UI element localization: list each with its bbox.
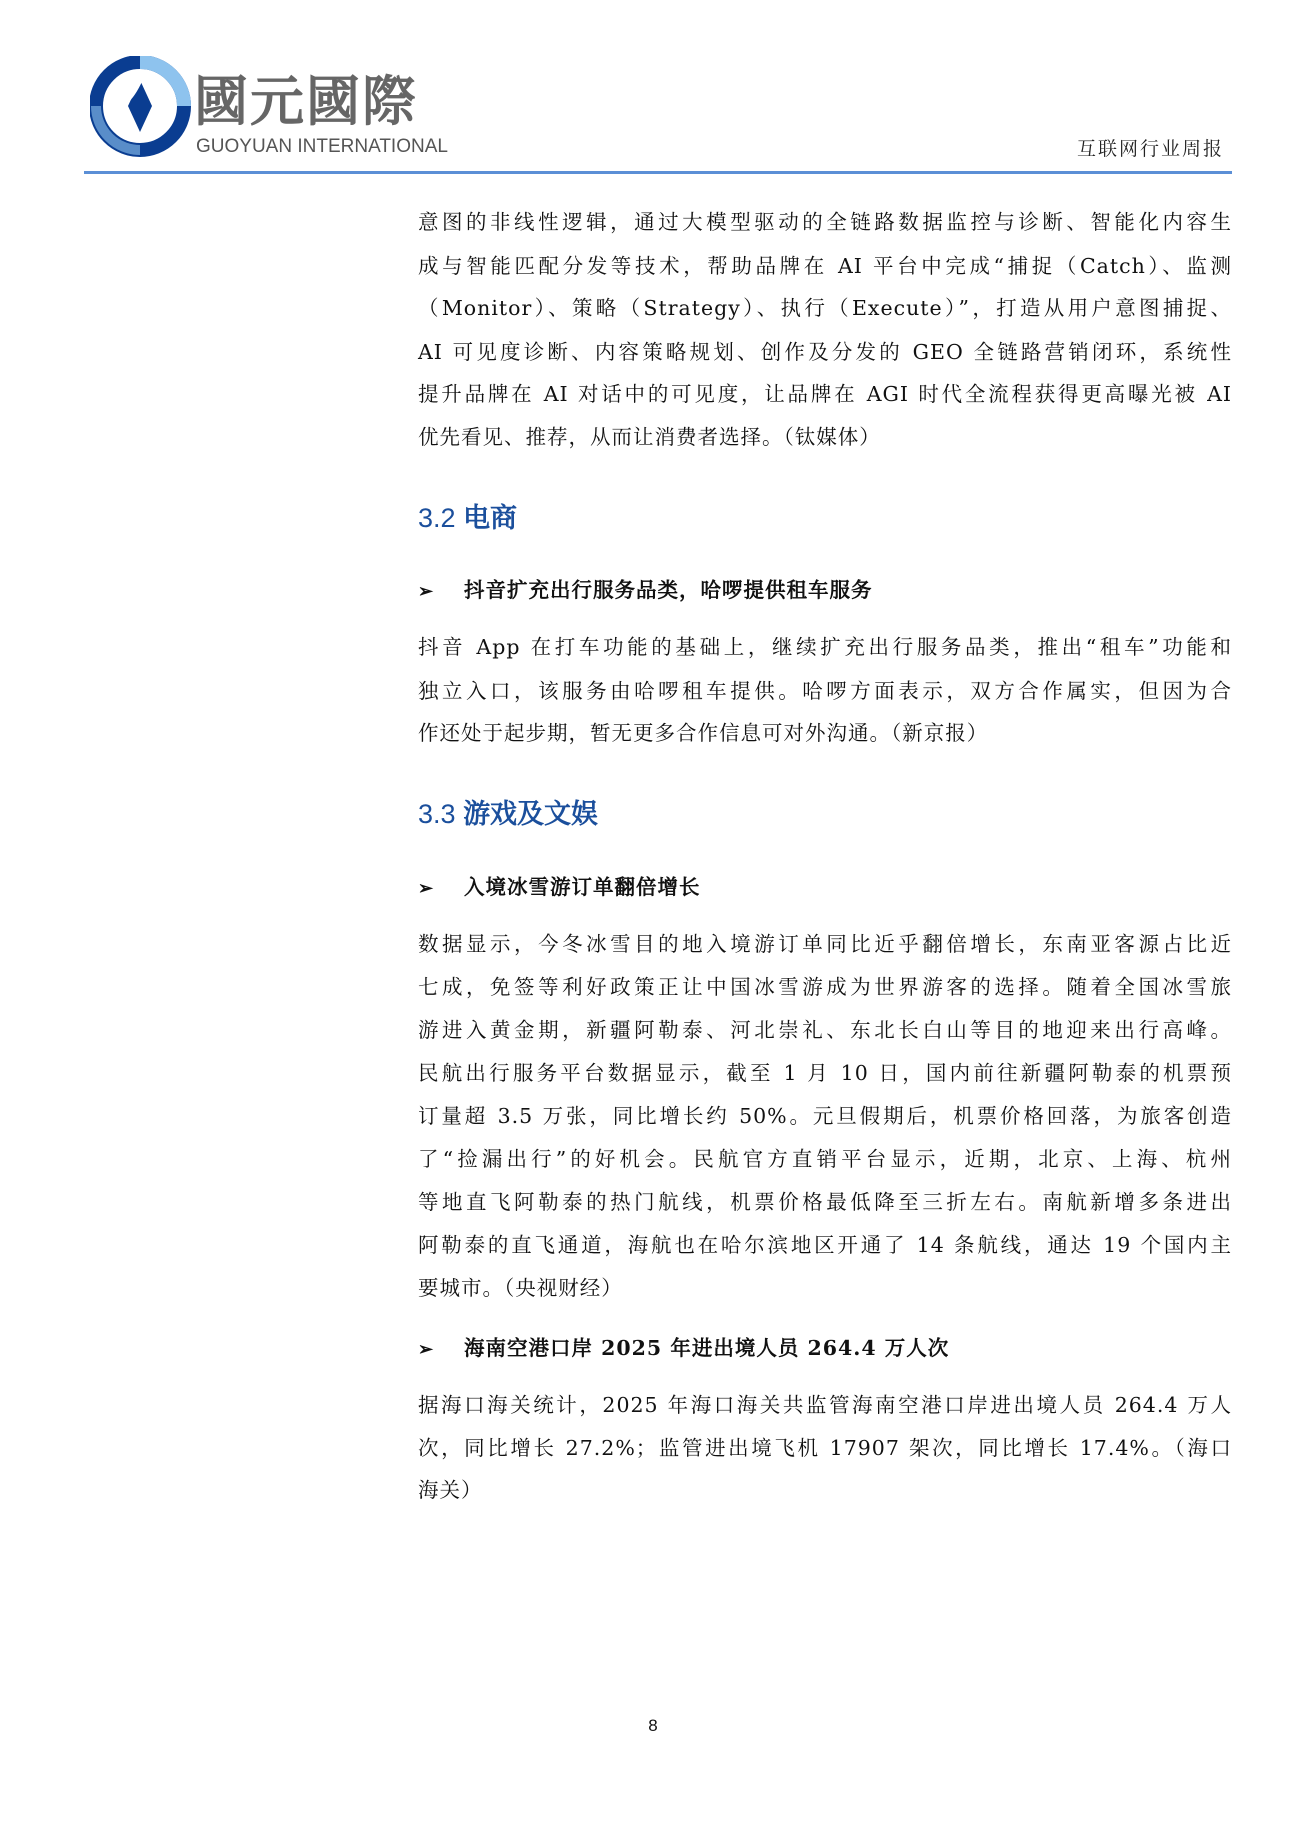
bullet-heading — [418, 870, 701, 900]
svg-text:GUOYUAN INTERNATIONAL: GUOYUAN INTERNATIONAL — [196, 136, 448, 157]
paragraph-line: 海关） — [418, 1478, 483, 1502]
section-number: 3.2 — [418, 503, 456, 533]
bullet-heading-text: 海南空港口岸 2025 年进出境人员 264.4 万人次 — [464, 1336, 950, 1360]
arrow-bullet-icon: ➢ — [418, 878, 435, 899]
paragraph-line: AI 可见度诊断、内容策略规划、创作及分发的 GEO 全链路营销闭环，系统性 — [418, 340, 1232, 364]
section-title: 电商 — [463, 503, 518, 533]
bullet-heading-text: 入境冰雪游订单翻倍增长 — [464, 875, 701, 899]
section-heading — [418, 792, 598, 831]
paragraph-line: 订量超 3.5 万张，同比增长约 50%。元旦假期后，机票价格回落，为旅客创造 — [418, 1104, 1232, 1128]
paragraph-line: 阿勒泰的直飞通道，海航也在哈尔滨地区开通了 14 条航线，通达 19 个国内主 — [418, 1233, 1232, 1257]
paragraph-line: 成与智能匹配分发等技术，帮助品牌在 AI 平台中完成“捕捉（Catch）、监测 — [418, 254, 1232, 278]
paragraph-line: 游进入黄金期，新疆阿勒泰、河北崇礼、东北长白山等目的地迎来出行高峰。 — [418, 1018, 1232, 1042]
paragraph-line: 作还处于起步期，暂无更多合作信息可对外沟通。（新京报） — [418, 721, 989, 745]
paragraph-line: 等地直飞阿勒泰的热门航线，机票价格最低降至三折左右。南航新增多条进出 — [418, 1190, 1232, 1214]
paragraph-line: 数据显示，今冬冰雪目的地入境游订单同比近乎翻倍增长，东南亚客源占比近 — [418, 932, 1232, 956]
company-logo — [90, 56, 460, 160]
paragraph-line: 七成，免签等利好政策正让中国冰雪游成为世界游客的选择。随着全国冰雪旅 — [418, 975, 1232, 999]
paragraph-line: 独立入口，该服务由哈啰租车提供。哈啰方面表示，双方合作属实，但因为合 — [418, 679, 1232, 703]
section-heading — [418, 496, 517, 535]
paragraph-line: （Monitor）、策略（Strategy）、执行（Execute）”，打造从用户意图捕捉、 — [418, 296, 1232, 320]
arrow-bullet-icon: ➢ — [418, 581, 435, 602]
paragraph-line: 次，同比增长 27.2%；监管进出境飞机 17907 架次，同比增长 17.4%。（海口 — [418, 1436, 1232, 1460]
svg-text:國元國際: 國元國際 — [194, 70, 418, 133]
paragraph-line: 据海口海关统计，2025 年海口海关共监管海南空港口岸进出境人员 264.4 万人 — [418, 1393, 1232, 1417]
bullet-heading — [418, 1331, 949, 1361]
report-title: 互联网行业周报 — [1076, 138, 1224, 160]
paragraph-line: 优先看见、推荐，从而让消费者选择。（钛媒体） — [418, 425, 881, 449]
paragraph-line: 要城市。（央视财经） — [418, 1276, 623, 1300]
paragraph-line: 抖音 App 在打车功能的基础上，继续扩充出行服务品类，推出“租车”功能和 — [418, 635, 1232, 659]
paragraph-line: 民航出行服务平台数据显示，截至 1 月 10 日，国内前往新疆阿勒泰的机票预 — [418, 1061, 1232, 1085]
arrow-bullet-icon: ➢ — [418, 1339, 435, 1360]
bullet-heading — [418, 573, 873, 603]
page-number: 8 — [648, 1716, 658, 1735]
header-divider — [84, 171, 1232, 174]
paragraph-line: 提升品牌在 AI 对话中的可见度，让品牌在 AGI 时代全流程获得更高曝光被 AI — [418, 382, 1232, 406]
section-title: 游戏及文娱 — [463, 799, 599, 829]
paragraph-line: 了“捡漏出行”的好机会。民航官方直销平台显示，近期，北京、上海、杭州 — [418, 1147, 1232, 1171]
bullet-heading-text: 抖音扩充出行服务品类，哈啰提供租车服务 — [464, 578, 873, 602]
paragraph-line: 意图的非线性逻辑，通过大模型驱动的全链路数据监控与诊断、智能化内容生 — [418, 210, 1232, 234]
section-number: 3.3 — [418, 799, 456, 829]
